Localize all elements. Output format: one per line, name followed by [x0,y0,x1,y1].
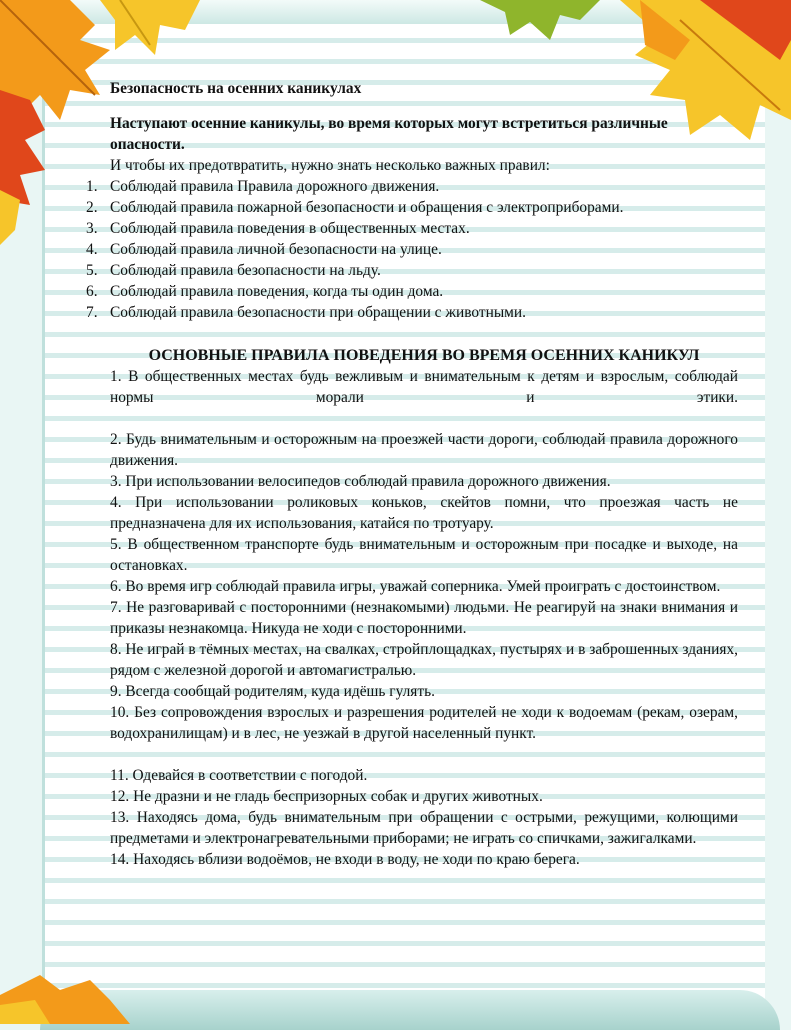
paragraph-6: 6. Во время игр соблюдай правила игры, уважай соперника. Умей проиграть с достоинством. [110,578,721,595]
list-item: 6. Соблюдай правила поведения, когда ты один дома. [86,283,444,300]
paragraph-4: 4. При использовании роликовых коньков, скейтов помни, что проезжая часть не предназначена для их использования, катайся по тротуару. [110,494,738,532]
maple-leaf-bottom-left-icon [0,975,130,1024]
list-item: 4. Соблюдай правила личной безопасности на улице. [86,241,442,258]
scroll-bottom-edge [40,990,780,1030]
paragraph-3: 3. При использовании велосипедов соблюдай правила дорожного движения. [110,473,611,490]
document-title: Безопасность на осенних каникулах [110,80,362,97]
paragraph-9: 9. Всегда сообщай родителям, куда идёшь гулять. [110,683,435,700]
maple-leaf-top-icon [100,0,200,70]
document-content [86,78,738,870]
paragraph-8: 8. Не играй в тёмных местах, на свалках, стройплощадках, пустырях и в заброшенных зданиях, рядом с железной дорогой и автомагистралью. [110,641,738,679]
paragraph-13: 13. Находясь дома, будь внимательным при обращении с острыми, режущими, колющими предметами и электронагревательными приборами; не играть со спичками, зажигалками. [110,809,738,847]
paragraph-5: 5. В общественном транспорте будь внимательным и осторожным при посадке и выходе, на остановках. [110,536,738,574]
paragraph-2: 2. Будь внимательным и осторожным на проезжей части дороги, соблюдай правила дорожного движения. [110,431,738,469]
paragraph-12: 12. Не дразни и не гладь беспризорных собак и других животных. [110,788,543,805]
paragraph-1: 1. В общественных местах будь вежливым и внимательным к детям и взрослым, соблюдай нормы морали и этики. [110,368,738,406]
paragraph-11: 11. Одевайся в соответствии с погодой. [110,767,368,784]
list-item: 7. Соблюдай правила безопасности при обращении с животными. [86,304,526,321]
intro-text: И чтобы их предотвратить, нужно знать несколько важных правил: [110,157,550,174]
paragraph-7: 7. Не разговаривай с посторонними (незнакомыми) людьми. Не реагируй на знаки внимания и приказы незнакомца. Никуда не ходи с посторонними. [110,599,738,637]
list-item: 1. Соблюдай правила Правила дорожного движения. [86,178,440,195]
intro-bold-text: Наступают осенние каникулы, во время которых могут встретиться различные опасности. [110,115,668,153]
list-item: 3. Соблюдай правила поведения в общественных местах. [86,220,470,237]
list-item: 2. Соблюдай правила пожарной безопасности и обращения с электроприборами. [86,199,624,216]
section-heading: ОСНОВНЫЕ ПРАВИЛА ПОВЕДЕНИЯ ВО ВРЕМЯ ОСЕННИХ КАНИКУЛ [148,347,700,364]
list-item: 5. Соблюдай правила безопасности на льду. [86,262,381,279]
rules-list [86,176,738,323]
paragraph-14: 14. Находясь вблизи водоёмов, не входи в воду, не ходи по краю берега. [110,851,580,868]
paragraph-10: 10. Без сопровождения взрослых и разрешения родителей не ходи к водоемам (рекам, озерам, водохранилищам) и в лес, не уезжай в другой населенный пункт. [110,704,738,742]
